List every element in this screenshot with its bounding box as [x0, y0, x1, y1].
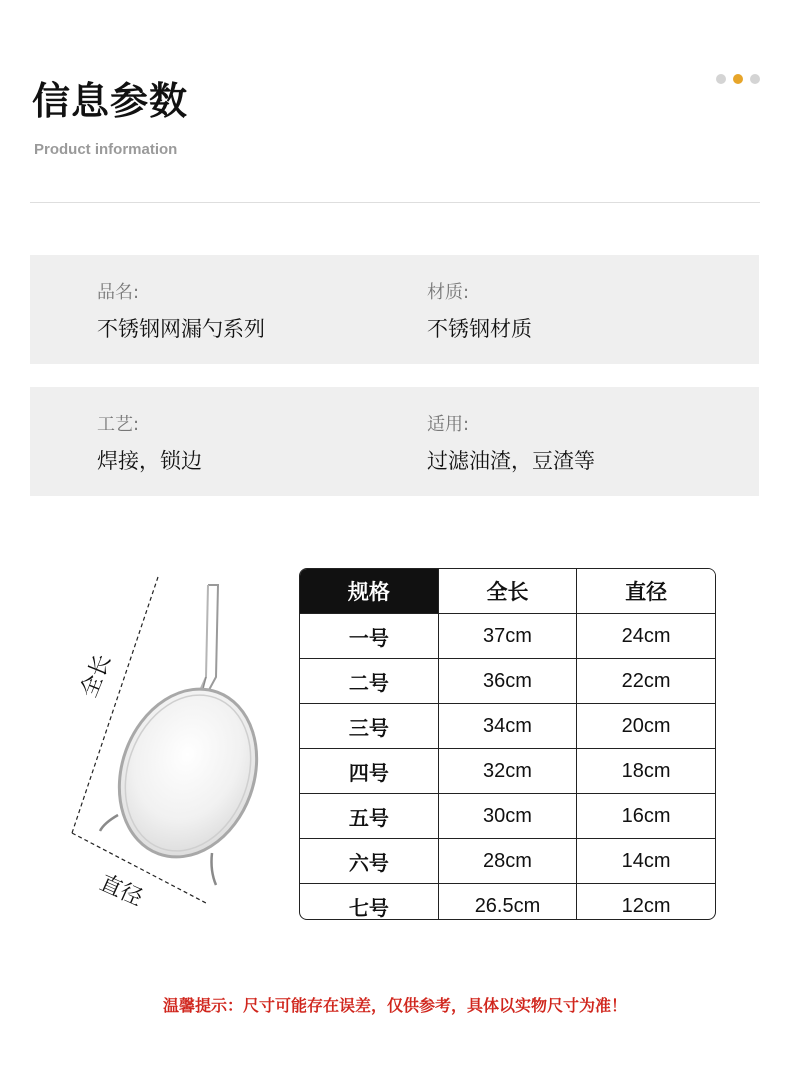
- size-name: 四号: [300, 749, 438, 794]
- header-divider: [30, 202, 760, 203]
- table-row: [300, 884, 715, 921]
- info-item-material: [427, 281, 532, 343]
- diameter-value: 20cm: [577, 704, 715, 749]
- size-name: 二号: [300, 659, 438, 704]
- info-value: 不锈钢材质: [427, 317, 532, 341]
- rest-hook-bottom: [212, 853, 217, 885]
- strainer-illustration: [60, 565, 290, 915]
- length-value: 36cm: [438, 659, 576, 704]
- diameter-value: 18cm: [577, 749, 715, 794]
- info-label: 品名:: [97, 282, 140, 303]
- size-name: 一号: [300, 614, 438, 659]
- diameter-value: 14cm: [577, 839, 715, 884]
- info-band-2: [30, 387, 759, 496]
- table-row: [300, 749, 715, 794]
- diameter-value: 12cm: [577, 884, 715, 921]
- info-item-craft: [97, 413, 202, 475]
- info-band-1: [30, 255, 759, 364]
- pager-dot-active[interactable]: [733, 74, 743, 84]
- table-row: [300, 839, 715, 884]
- info-value: 过滤油渣，豆渣等: [427, 449, 595, 473]
- size-name: 六号: [300, 839, 438, 884]
- length-value: 26.5cm: [438, 884, 576, 921]
- pager-dot[interactable]: [716, 74, 726, 84]
- carousel-pager: [716, 74, 760, 84]
- length-value: 37cm: [438, 614, 576, 659]
- spec-table: [299, 568, 716, 920]
- pager-dot[interactable]: [750, 74, 760, 84]
- diameter-value: 24cm: [577, 614, 715, 659]
- table-row: [300, 704, 715, 749]
- table-header-row: [300, 569, 715, 614]
- info-value: 不锈钢网漏勺系列: [97, 317, 265, 341]
- table-row: [300, 614, 715, 659]
- diameter-value: 22cm: [577, 659, 715, 704]
- info-label: 材质:: [427, 282, 470, 303]
- length-value: 28cm: [438, 839, 576, 884]
- header-length: 全长: [438, 569, 576, 614]
- size-name: 五号: [300, 794, 438, 839]
- table-row: [300, 794, 715, 839]
- page-title: 信息参数: [32, 79, 189, 123]
- info-value: 焊接，锁边: [97, 449, 202, 473]
- info-item-name: [97, 281, 265, 343]
- diameter-value: 16cm: [577, 794, 715, 839]
- header-spec: 规格: [300, 569, 438, 614]
- strainer-bowl: [97, 670, 280, 877]
- size-name: 七号: [300, 884, 438, 921]
- info-label: 工艺:: [97, 414, 140, 435]
- header-diameter: 直径: [577, 569, 715, 614]
- length-value: 30cm: [438, 794, 576, 839]
- diameter-label: 直径: [95, 870, 147, 912]
- rest-hook-left: [100, 815, 118, 831]
- size-name: 三号: [300, 704, 438, 749]
- page-subtitle: Product information: [34, 141, 178, 158]
- info-item-usage: [427, 413, 595, 475]
- length-value: 34cm: [438, 704, 576, 749]
- length-label: 全长: [76, 651, 117, 702]
- length-value: 32cm: [438, 749, 576, 794]
- table-row: [300, 659, 715, 704]
- size-disclaimer: 温馨提示：尺寸可能存在误差，仅供参考，具体以实物尺寸为准！: [162, 996, 627, 1015]
- info-label: 适用:: [427, 414, 470, 435]
